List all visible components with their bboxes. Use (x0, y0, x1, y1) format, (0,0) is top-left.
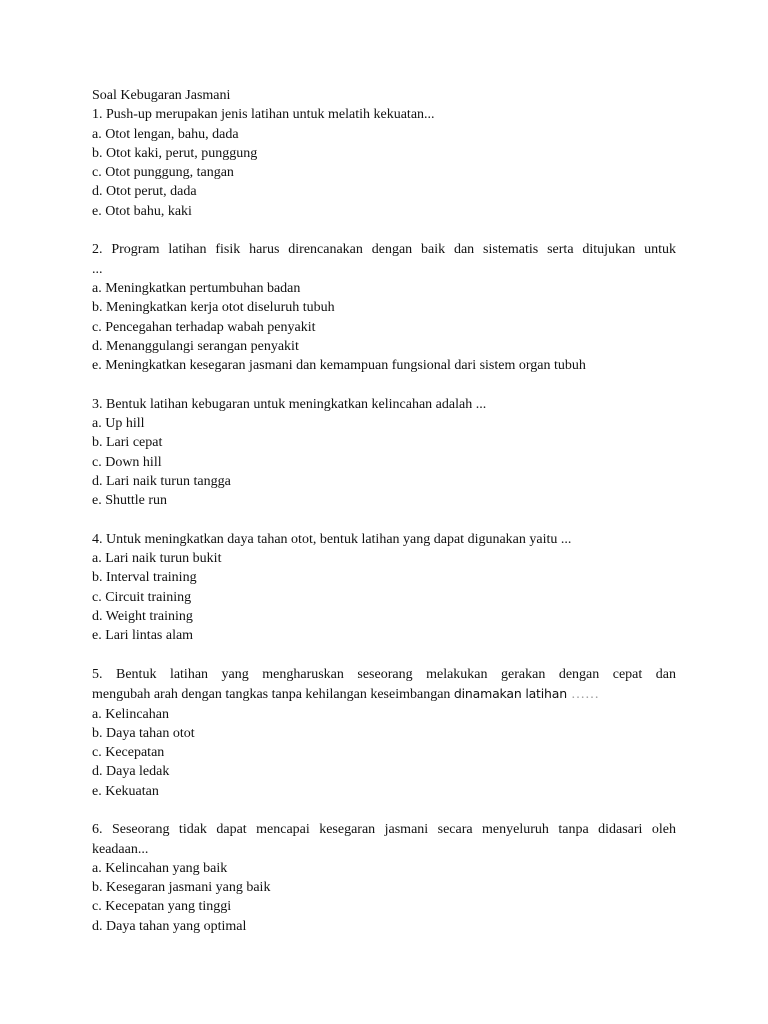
answer-option: a. Lari naik turun bukit (92, 551, 222, 567)
answer-option: a. Kelincahan (92, 706, 169, 722)
question-stem-continuation (92, 684, 676, 704)
question-2 (92, 240, 676, 375)
answer-option: e. Lari lintas alam (92, 628, 194, 644)
question-1 (92, 105, 676, 221)
answer-option: b. Kesegaran jasmani yang baik (92, 880, 271, 896)
question-5 (92, 665, 676, 801)
question-stem: 3. Bentuk latihan kebugaran untuk meningkatkan kelincahan adalah ... (92, 396, 487, 412)
answer-option: c. Pencegahan terhadap wabah penyakit (92, 319, 316, 335)
document-title: Soal Kebugaran Jasmani (92, 88, 231, 103)
question-stem: 4. Untuk meningkatkan daya tahan otot, bentuk latihan yang dapat digunakan yaitu ... (92, 531, 572, 547)
answer-option: e. Shuttle run (92, 493, 168, 509)
question-4 (92, 530, 676, 646)
answer-option: b. Otot kaki, perut, punggung (92, 145, 258, 161)
answer-option: a. Up hill (92, 416, 145, 432)
answer-option: a. Kelincahan yang baik (92, 860, 228, 876)
answer-option: d. Daya ledak (92, 764, 170, 780)
answer-option: a. Otot lengan, bahu, dada (92, 126, 239, 142)
answer-option: b. Lari cepat (92, 435, 163, 451)
answer-option: d. Menanggulangi serangan penyakit (92, 338, 299, 354)
answer-option: c. Otot punggung, tangan (92, 165, 234, 181)
question-6 (92, 820, 676, 936)
question-stem-text: mengubah arah dengan tangkas tanpa kehilangan keseimbangan (92, 687, 451, 703)
question-stem: 5. Bentuk latihan yang mengharuskan seseorang melakukan gerakan dengan cepat dan (92, 666, 676, 682)
question-stem: 1. Push-up merupakan jenis latihan untuk melatih kekuatan... (92, 107, 435, 123)
answer-option: d. Daya tahan yang optimal (92, 918, 247, 934)
answer-option: c. Circuit training (92, 589, 192, 605)
answer-option: d. Weight training (92, 609, 193, 625)
question-stem-tail: dinamakan latihan (453, 686, 567, 702)
blank-dots: …… (570, 687, 599, 703)
answer-option: c. Down hill (92, 454, 162, 470)
answer-option: e. Meningkatkan kesegaran jasmani dan kemampuan fungsional dari sistem organ tubuh (92, 358, 586, 374)
answer-option: e. Otot bahu, kaki (92, 203, 192, 219)
document-page (92, 86, 676, 936)
answer-option: c. Kecepatan (92, 745, 165, 761)
answer-option: b. Meningkatkan kerja otot diseluruh tubuh (92, 300, 335, 316)
answer-option: d. Lari naik turun tangga (92, 473, 231, 489)
answer-option: d. Otot perut, dada (92, 184, 197, 200)
question-stem: 2. Program latihan fisik harus direncanakan dengan baik dan sistematis serta ditujukan untuk (92, 242, 676, 258)
answer-option: a. Meningkatkan pertumbuhan badan (92, 280, 301, 296)
answer-option: e. Kekuatan (92, 783, 159, 799)
question-stem: 6. Seseorang tidak dapat mencapai kesegaran jasmani secara menyeluruh tanpa didasari oleh (92, 822, 676, 838)
answer-option: b. Interval training (92, 570, 197, 586)
answer-option: c. Kecepatan yang tinggi (92, 899, 232, 915)
question-stem-continuation: keadaan... (92, 841, 149, 857)
question-3 (92, 395, 676, 511)
question-stem-continuation: ... (92, 261, 103, 277)
answer-option: b. Daya tahan otot (92, 725, 195, 741)
